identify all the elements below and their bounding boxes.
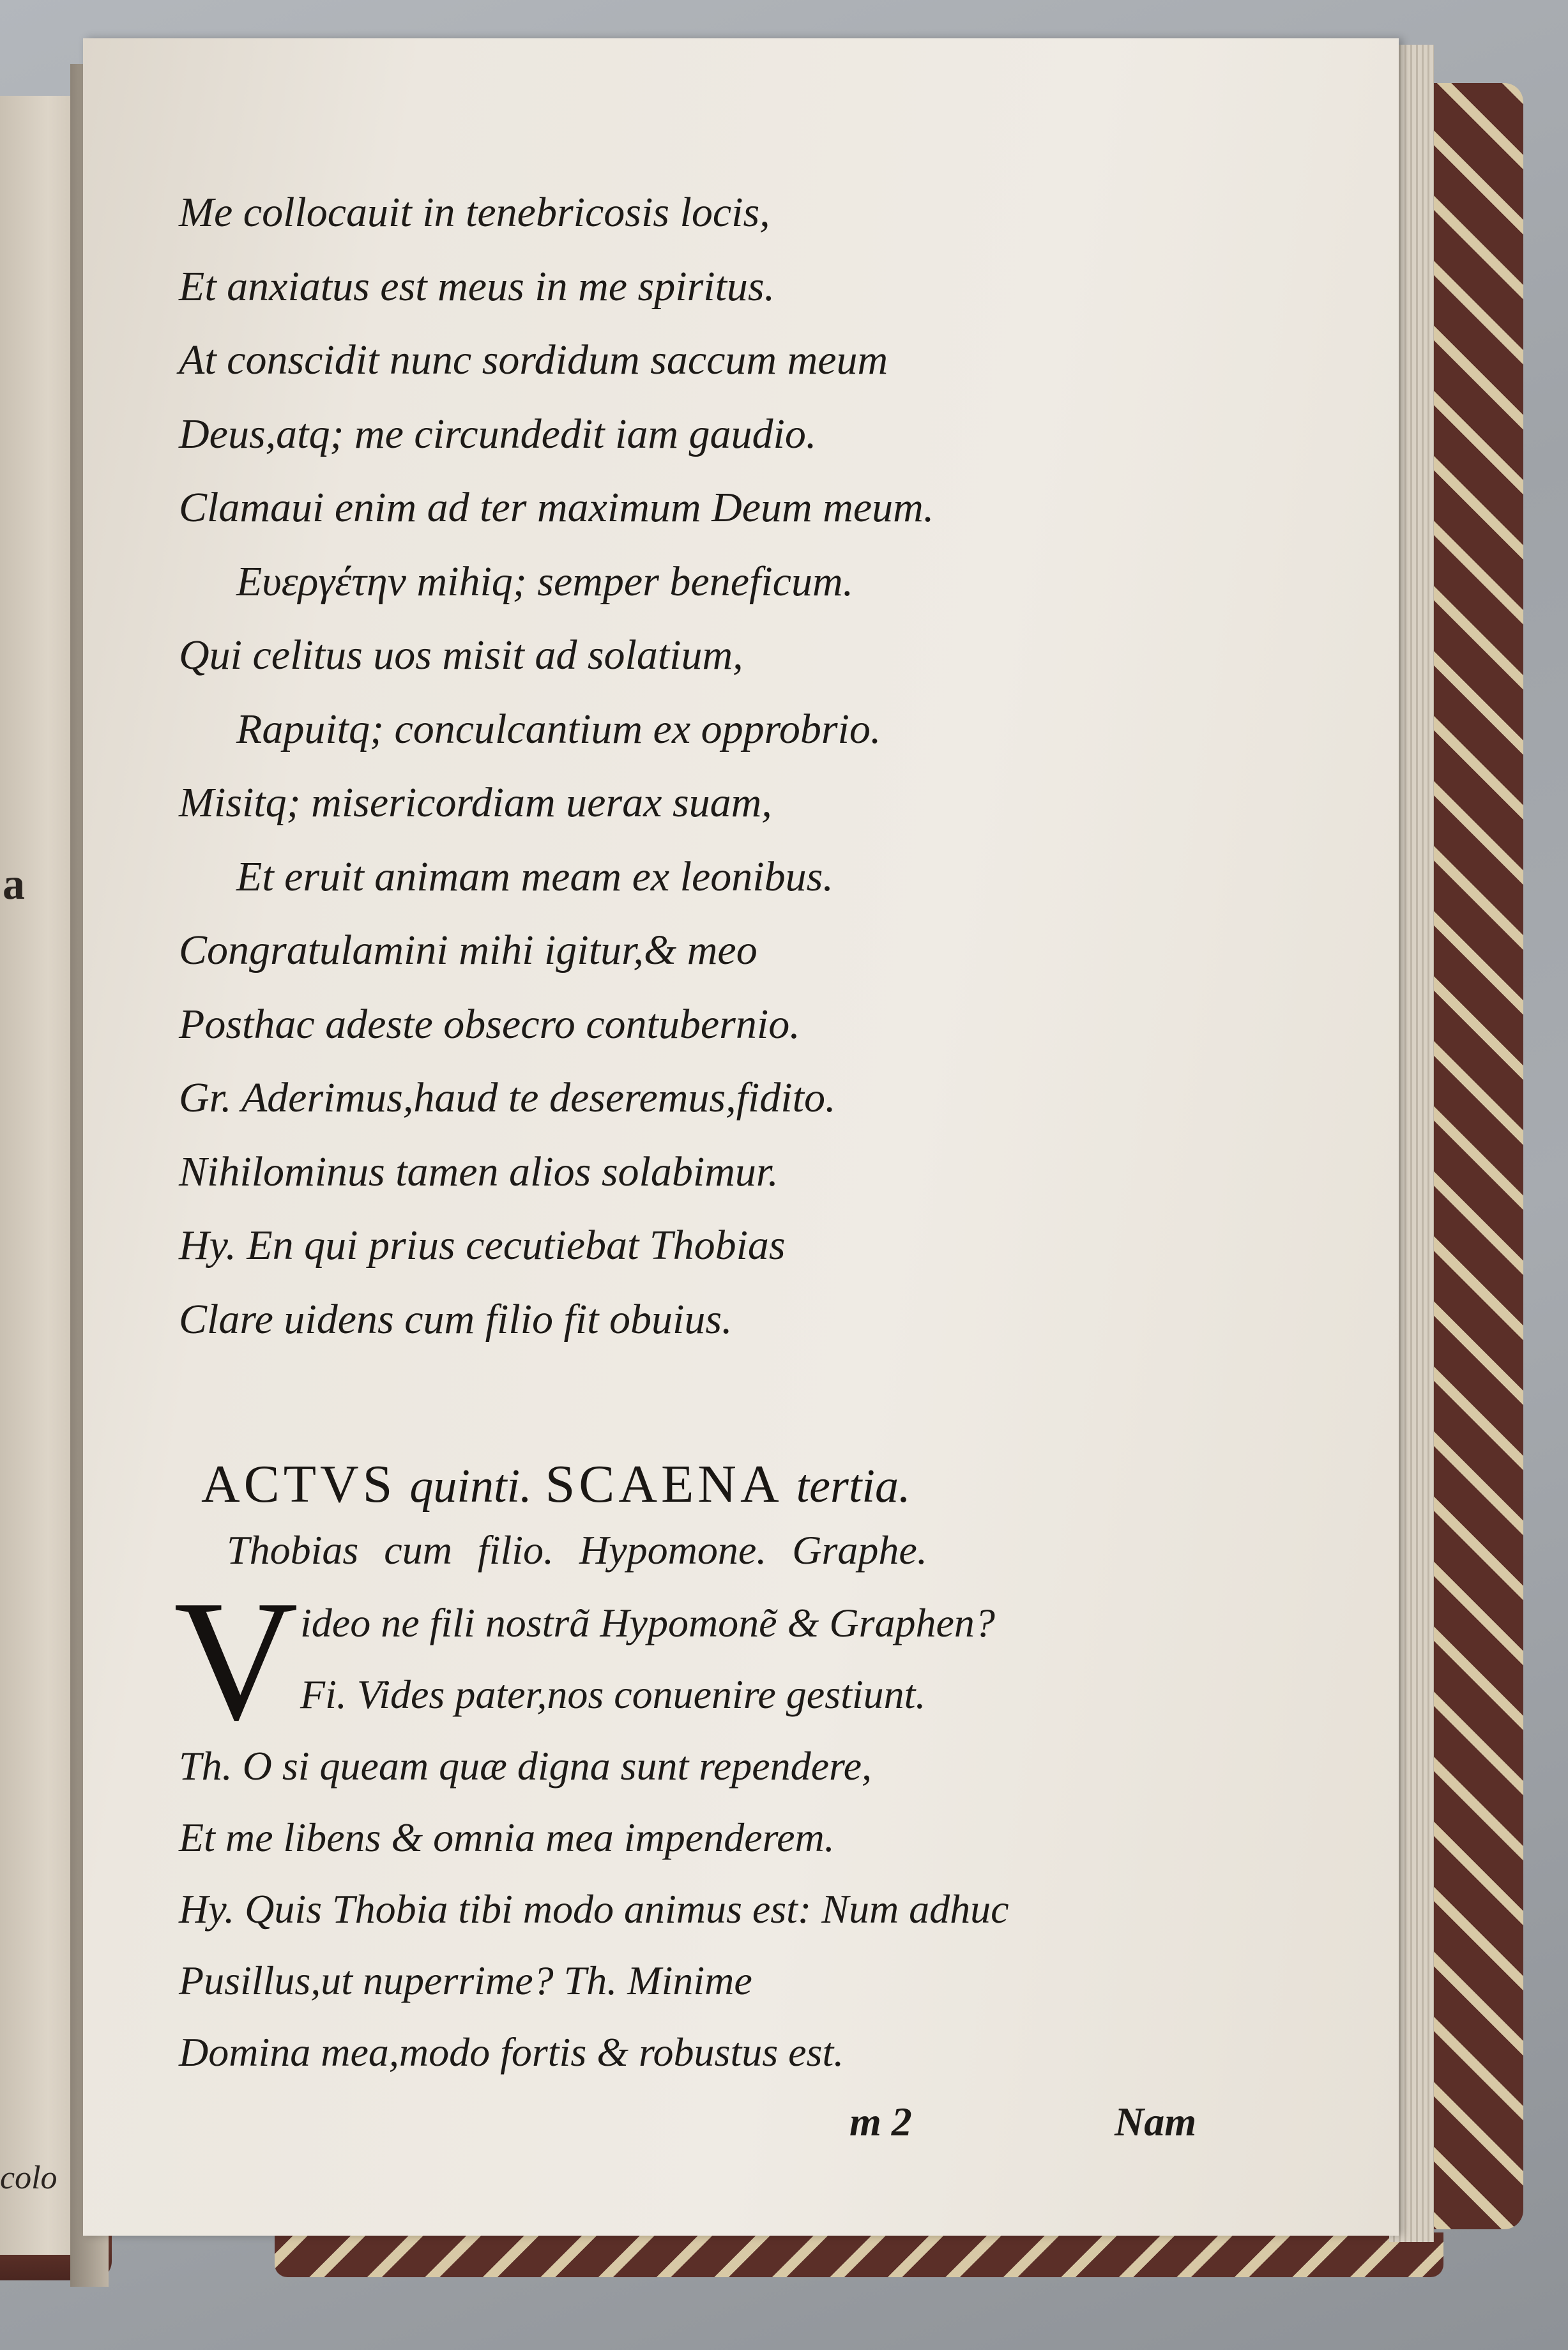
heading-scene: SCAENA [545,1454,783,1514]
signature-mark: m 2 [849,2099,912,2144]
verse-line: Ευεργέτην mihiq; semper beneficum. [236,558,854,605]
verse-line: Congratulamini mihi igitur,& meo [179,927,757,973]
binding-bottom-edge [275,2232,1443,2277]
verse-line: Me collocauit in tenebricosis locis, [179,189,770,236]
verse-block-1 [179,176,1265,1356]
verse-line: Gr. Aderimus,haud te deseremus,fidito. [179,1074,836,1121]
verse-line: Misitq; misericordiam uerax suam, [179,779,772,826]
verse-line: Et anxiatus est meus in me spiritus. [179,263,775,310]
book-page [83,38,1399,2236]
heading-act-number: quinti. [409,1460,532,1513]
verse-line: Domina mea,modo fortis & robustus est. [179,2029,844,2075]
verse-line: Hy. En qui prius cecutiebat Thobias [179,1222,786,1269]
verse-line: Qui celitus uos misit ad solatium, [179,632,743,678]
verse-line: Clamaui enim ad ter maximum Deum meum. [179,484,934,531]
verse-line: Nihilominus tamen alios solabimur. [179,1148,779,1195]
facing-page-word: colo [0,2160,57,2196]
facing-page [0,96,80,2255]
verse-line: Clare uidens cum filio fit obuius. [179,1295,733,1343]
verse-line: Pusillus,ut nuperrime? Th. Minime [179,1958,752,2003]
verse-line: Et eruit animam meam ex leonibus. [236,853,833,900]
drop-cap: V [174,1565,298,1756]
verse-line: Th. O si queam quæ digna sunt rependere, [179,1743,872,1789]
verse-line: Posthac adeste obsecro contubernio. [179,1000,800,1048]
scene-heading [201,1453,910,1515]
verse-block-2 [179,1587,1265,2088]
verse-line: At conscidit nunc sordidum saccum meum [179,337,888,383]
verse-line: Et me libens & omnia mea impenderem. [179,1815,835,1860]
facing-page-letter: a [3,860,25,909]
heading-scene-number: tertia. [796,1460,911,1513]
character-list: Thobias cum filio. Hypomone. Graphe. [227,1527,927,1573]
heading-act: ACTVS [201,1454,397,1514]
verse-line: Fi. Vides pater,nos conuenire gestiunt. [300,1672,926,1717]
catchword: Nam [1115,2099,1196,2144]
verse-line: Deus,atq; me circundedit iam gaudio. [179,410,817,457]
verse-line: Rapuitq; conculcantium ex opprobrio. [236,705,881,752]
verse-line: ideo ne fili nostrã Hypomonẽ & Graphen? [300,1600,995,1645]
verse-line: Hy. Quis Thobia tibi modo animus est: Num adhuc [179,1886,1009,1932]
